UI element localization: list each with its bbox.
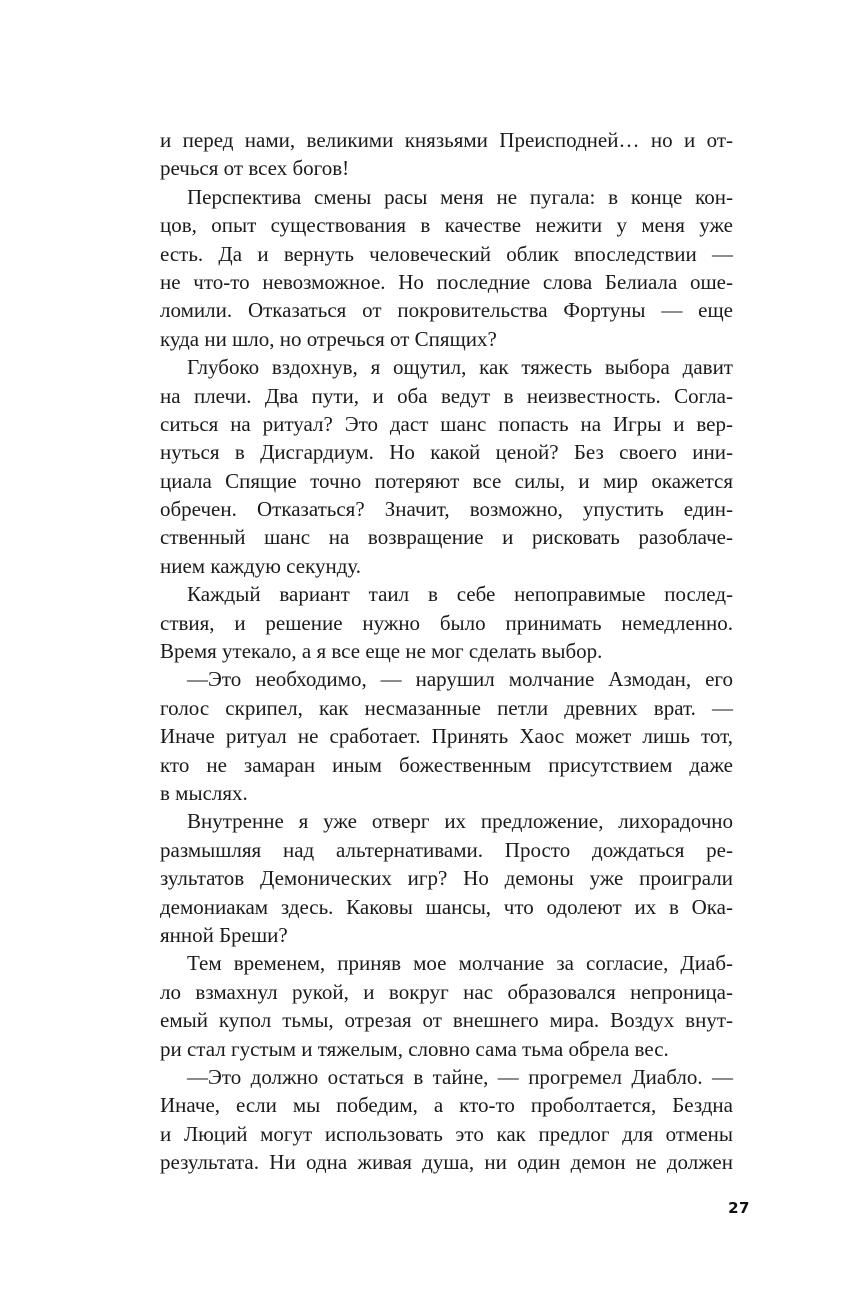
text-line: в мыслях.: [160, 780, 248, 805]
text-line: результата. Ни одна живая душа, ни один демон не должен: [160, 1150, 733, 1175]
text-line: не что-то невозможное. Но последние слова Белиала оше-: [160, 269, 733, 294]
text-line: размышляя над альтернативами. Просто дождаться ре-: [160, 837, 733, 862]
text-line: Время утекало, а я все еще не мог сделать выбор.: [160, 639, 603, 664]
text-line: зультатов Демонических игр? Но демоны уже проиграли: [160, 866, 733, 891]
text-line: и перед нами, великими князьями Преисподней… но и от-: [160, 128, 733, 152]
paragraph: [160, 665, 733, 807]
text-line: ствия, и решение нужно было принимать немедленно.: [160, 610, 733, 635]
text-line: нием каждую секунду.: [160, 553, 362, 578]
text-line: ри стал густым и тяжелым, словно сама тьма обрела вес.: [160, 1036, 669, 1061]
body-text: [160, 126, 733, 1176]
paragraph: [160, 353, 733, 580]
text-line: янной Бреши?: [160, 922, 288, 947]
text-line: есть. Да и вернуть человеческий облик впоследствии —: [160, 241, 733, 266]
paragraph: [160, 807, 733, 949]
text-line: Каждый вариант таил в себе непоправимые послед-: [187, 582, 733, 607]
text-line: цов, опыт существования в качестве нежити у меня уже: [160, 213, 733, 238]
text-line: емый купол тьмы, отрезая от внешнего мира. Воздух внут-: [160, 1008, 733, 1033]
text-line: нуться в Дисгардиум. Но какой ценой? Без своего ини-: [160, 440, 733, 465]
text-line: Внутренне я уже отверг их предложение, лихорадочно: [187, 809, 733, 834]
text-line: Глубоко вздохнув, я ощутил, как тяжесть выбора давит: [187, 355, 733, 380]
paragraph: [160, 949, 733, 1063]
text-line: Тем временем, приняв мое молчание за согласие, Диаб-: [187, 951, 733, 976]
text-line: Перспектива смены расы меня не пугала: в конце кон-: [187, 184, 733, 209]
text-line: речься от всех богов!: [160, 156, 350, 181]
paragraph: [160, 183, 733, 353]
text-line: обречен. Отказаться? Значит, возможно, упустить един-: [160, 497, 733, 522]
text-line: ло взмахнул рукой, и вокруг нас образовался непроница-: [160, 979, 733, 1004]
text-line: голос скрипел, как несмазанные петли древних врат. —: [160, 695, 733, 720]
text-line: —Это должно остаться в тайне, — прогремел Диабло. —: [187, 1064, 733, 1089]
text-line: кто не замаран иным божественным присутствием даже: [160, 752, 733, 777]
text-line: на плечи. Два пути, и оба ведут в неизвестность. Согла-: [160, 383, 733, 408]
text-line: ственный шанс на возвращение и рисковать разоблаче-: [160, 525, 733, 550]
text-line: ситься на ритуал? Это даст шанс попасть на Игры и вер-: [160, 411, 733, 436]
text-line: ломили. Отказаться от покровительства Фортуны — еще: [160, 298, 733, 323]
text-line: Иначе, если мы победим, а кто-то проболтается, Бездна: [160, 1093, 733, 1118]
text-line: демониакам здесь. Каковы шансы, что одолеют их в Ока-: [160, 894, 733, 919]
text-line: —Это необходимо, — нарушил молчание Азмодан, его: [187, 667, 733, 692]
text-line: Иначе ритуал не сработает. Принять Хаос может лишь тот,: [160, 724, 733, 749]
text-line: циала Спящие точно потеряют все силы, и мир окажется: [160, 468, 733, 493]
paragraph: [160, 580, 733, 665]
paragraph: [160, 1063, 733, 1177]
text-line: и Люций могут использовать это как предлог для отмены: [160, 1121, 733, 1146]
page-number: 27: [728, 1199, 750, 1217]
text-line: куда ни шло, но отречься от Спящих?: [160, 326, 497, 351]
paragraph: [160, 126, 733, 183]
